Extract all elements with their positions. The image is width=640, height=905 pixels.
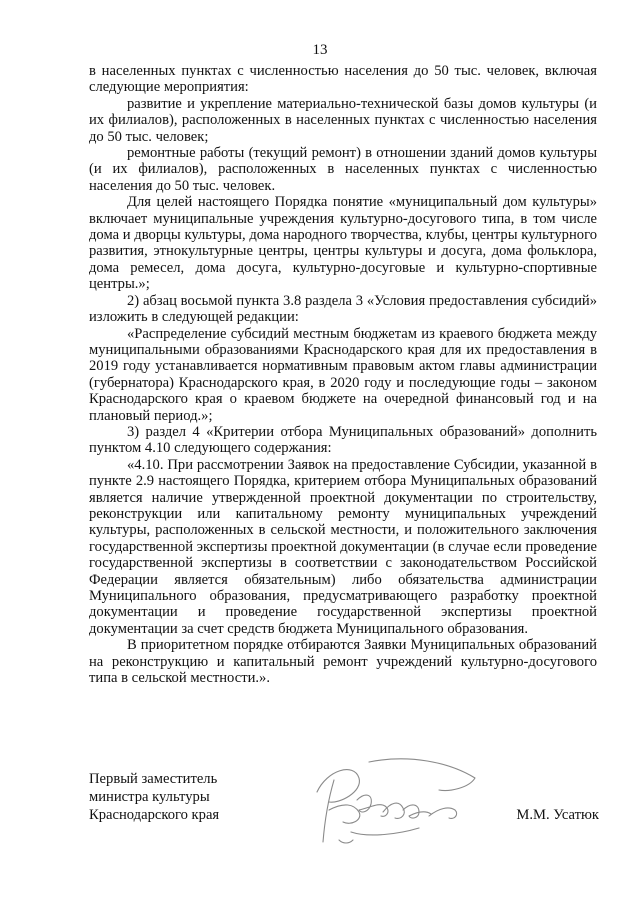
signer-name: М.М. Усатюк [516, 807, 599, 823]
signature-block [89, 770, 599, 850]
paragraph: «Распределение субсидий местным бюджетам из краевого бюджета между муниципальными образованиями Краснодарского края для их предоставления в 2019 году устанавливается нормативным правовым актом главы администрации (губернатора) Краснодарского края, в 2020 году и последующие годы – законом Краснодарского края о краевом бюджете на очередной финансовый год и на плановый период.»; [89, 325, 597, 424]
paragraph: Для целей настоящего Порядка понятие «муниципальный дом культуры» включает муниципальные учреждения культурно-досугового типа, в том числе дома и дворцы культуры, дома народного творчества, клубы, центры культурного развития, этнокультурные центры, центры культуры и досуга, дома фольклора, дома ремесел, дома досуга, культурно-досуговые и культурно-спортивные центры.»; [89, 194, 597, 293]
signer-position [89, 770, 289, 824]
paragraph: 2) абзац восьмой пункта 3.8 раздела 3 «Условия предоставления субсидий» изложить в следующей редакции: [89, 292, 597, 326]
paragraph: В приоритетном порядке отбираются Заявки Муниципальных образований на реконструкцию и капитальный ремонт учреждений культурно-досугового типа в сельской местности.». [89, 637, 597, 687]
signer-position-line: Краснодарского края [89, 807, 220, 823]
signer-position-line: Первый заместитель [89, 771, 218, 787]
paragraph: в населенных пунктах с численностью населения до 50 тыс. человек, включая следующие мероприятия: [89, 63, 597, 96]
paragraph: 3) раздел 4 «Критерии отбора Муниципальных образований» дополнить пунктом 4.10 следующего содержания: [89, 423, 597, 457]
handwritten-signature [299, 752, 479, 852]
paragraph: развитие и укрепление материально-технической базы домов культуры (и их филиалов), расположенных в населенных пунктах с численностью населения до 50 тыс. человек; [89, 95, 597, 145]
paragraph: «4.10. При рассмотрении Заявок на предоставление Субсидии, указанной в пункте 2.9 настоящего Порядка, критерием отбора Муниципальных образований является наличие утвержденной проектной документации по строительству, реконструкции или капитальному ремонту муниципальных учреждений культуры, расположенных в сельской местности, и положительного заключения государственной экспертизы проектной документации (в случае если проведение государственной экспертизы в соответствии с законодательством Российской Федерации является обязательным) либо обязательства администрации Муниципального образования, предусматривающего разработку проектной документации и проведение государственной экспертизы проектной документации за счет средств бюджета Муниципального образования. [89, 456, 597, 637]
page-number: 13 [312, 42, 328, 58]
document-body [89, 63, 597, 686]
paragraph: ремонтные работы (текущий ремонт) в отношении зданий домов культуры (и их филиалов), расположенных в населенных пунктах с численностью населения до 50 тыс. человек. [89, 145, 597, 194]
signer-position-line: министра культуры [89, 789, 210, 805]
